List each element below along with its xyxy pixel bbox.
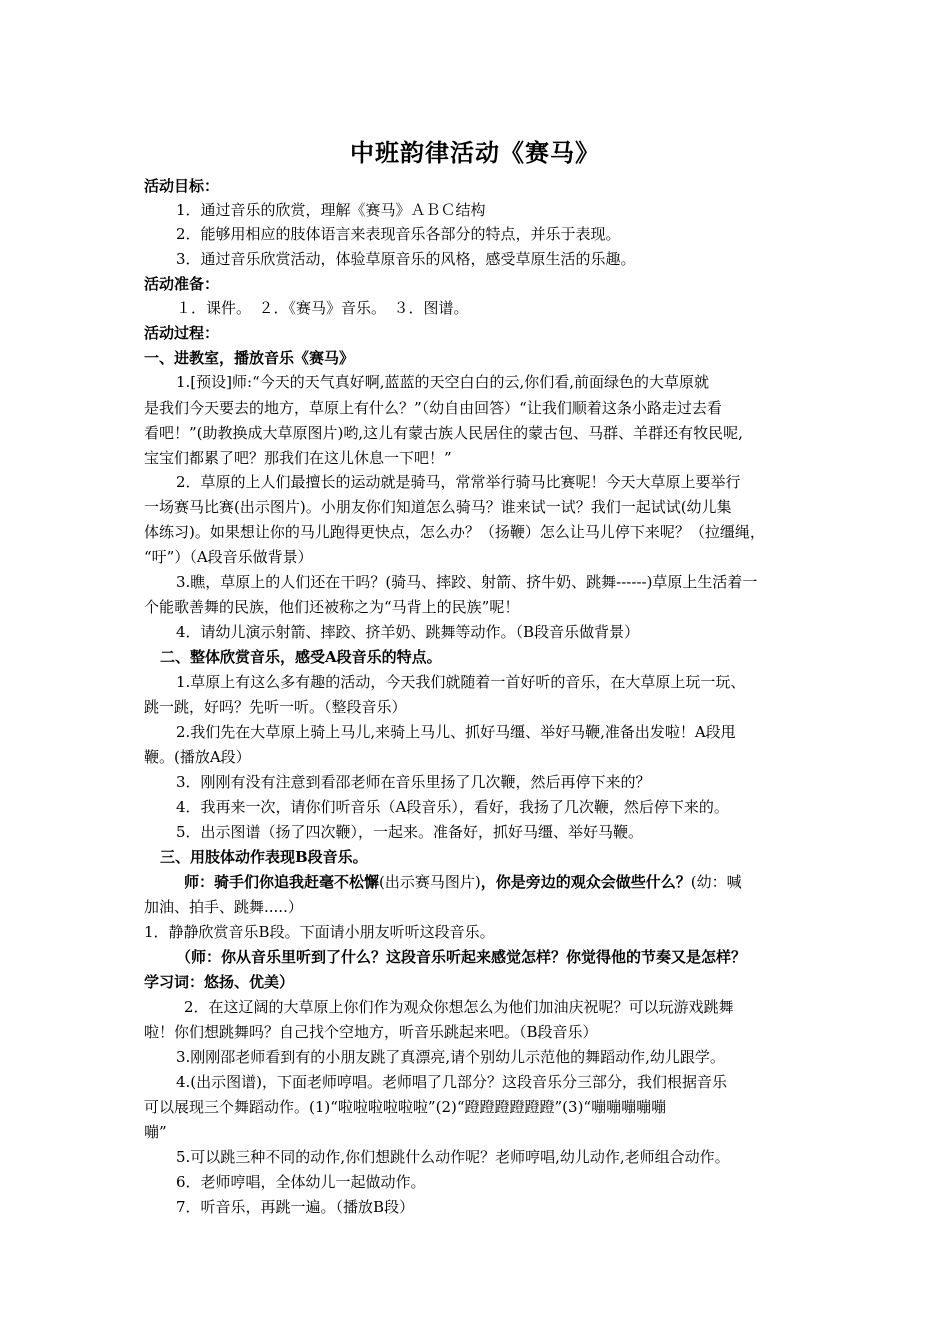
goal-item: 2．能够用相应的肢体语言来表现音乐各部分的特点，并乐于表现。 (176, 225, 621, 243)
paragraph-line-bold: （师：你从音乐里听到了什么？这段音乐听起来感觉怎样？你觉得他的节奏又是怎样？ (176, 948, 747, 966)
question-normal-text: (幼：喊 (690, 873, 742, 891)
paragraph-line: 1．静静欣赏音乐B段。下面请小朋友听听这段音乐。 (144, 923, 495, 941)
paragraph-line: 跳一跳，好吗？先听一听。（整段音乐） (144, 698, 407, 716)
paragraph-line: 6．老师哼唱，全体幼儿一起做动作。 (176, 1173, 426, 1191)
paragraph-line: 3.刚刚邵老师看到有的小朋友跳了真漂亮,请个别幼儿示范他的舞蹈动作,幼儿跟学。 (176, 1048, 725, 1066)
section-3-heading: 三、用肢体动作表现B段音乐。 (160, 848, 368, 866)
paragraph-line: 3.瞧，草原上的人们还在干吗？(骑马、摔跤、射箭、挤牛奶、跳舞------)草原上生活着一 (176, 573, 758, 591)
paragraph-line: 是我们今天要去的地方，草原上有什么？”（幼自由回答）“让我们顺着这条小路走过去看 (144, 399, 722, 417)
section-1-heading: 一、进教室，播放音乐《赛马》 (144, 349, 355, 367)
paragraph-line: 2．草原的上人们最擅长的运动就是骑马，常常举行骑马比赛呢！今天大草原上要举行 (176, 473, 741, 491)
teacher-question-line (184, 872, 742, 892)
paragraph-line: 宝宝们都累了吧？那我们在这儿休息一下吧！” (144, 449, 452, 467)
question-bold-text: 师：骑手们你追我赶毫不松懈 (184, 873, 380, 891)
paragraph-line: 加油、拍手、跳舞.....） (144, 898, 303, 916)
prep-heading: 活动准备： (144, 275, 220, 293)
paragraph-line: 2．在这辽阔的大草原上你们作为观众你想怎么为他们加油庆祝呢？可以玩游戏跳舞 (184, 998, 734, 1016)
paragraph-line: 1.[预设]师:“今天的天气真好啊,蓝蓝的天空白白的云,你们看,前面绿色的大草原就 (176, 373, 710, 391)
paragraph-line-bold: 学习词：悠扬、优美） (144, 973, 295, 991)
paragraph-line: 5．出示图谱（扬了四次鞭），一起来。准备好，抓好马缰、举好马鞭。 (176, 823, 644, 841)
goal-item: 1．通过音乐的欣赏，理解《赛马》ＡＢＣ结构 (176, 201, 486, 219)
paragraph-line: 2.我们先在大草原上骑上马儿,来骑上马儿、抓好马缰、举好马鞭,准备出发啦！A段甩 (176, 723, 736, 741)
paragraph-line: 个能歌善舞的民族，他们还被称之为“马背上的民族”呢！ (144, 598, 520, 616)
paragraph-line: 4．请幼儿演示射箭、摔跤、挤羊奶、跳舞等动作。（B段音乐做背景） (176, 623, 640, 641)
paragraph-line: 啦！你们想跳舞吗？自己找个空地方，听音乐跳起来吧。（B段音乐） (144, 1023, 598, 1041)
question-normal-text: (出示赛马图片) (379, 873, 481, 891)
paragraph-line: 看吧！”(助教换成大草原图片)哟,这儿有蒙古族人民居住的蒙古包、马群、羊群还有牧民呢, (144, 424, 743, 442)
question-bold-text: ，你是旁边的观众会做些什么？ (480, 873, 691, 891)
paragraph-line: 体练习)。如果想让你的马儿跑得更快点，怎么办？（扬鞭）怎么让马儿停下来呢？（拉缰绳， (144, 523, 765, 541)
paragraph-line: 4.(出示图谱)，下面老师哼唱。老师唱了几部分？这段音乐分三部分，我们根据音乐 (176, 1073, 728, 1091)
paragraph-line: 1.草原上有这么多有趣的活动，今天我们就随着一首好听的音乐，在大草原上玩一玩、 (176, 673, 746, 691)
paragraph-line: 可以展现三个舞蹈动作。(1)“啦啦啦啦啦啦”(2)“蹬蹬蹬蹬蹬蹬”(3)“嘣嘣嘣嘣嘣 (144, 1098, 667, 1116)
paragraph-line: 7．听音乐，再跳一遍。（播放B段） (176, 1198, 415, 1216)
process-heading: 活动过程： (144, 324, 220, 342)
goals-heading: 活动目标： (144, 177, 220, 195)
document-title: 中班韵律活动《赛马》 (350, 138, 600, 167)
section-2-heading: 二、整体欣赏音乐，感受A段音乐的特点。 (160, 648, 442, 666)
paragraph-line: 一场赛马比赛(出示图片)。小朋友你们知道怎么骑马？谁来试一试？我们一起试试(幼儿集 (144, 498, 732, 516)
paragraph-line: “吁”）（A段音乐做背景） (144, 548, 313, 566)
prep-items: １．课件。 ２．《赛马》音乐。 ３．图谱。 (176, 299, 469, 317)
paragraph-line: 4．我再来一次，请你们听音乐（A段音乐），看好，我扬了几次鞭，然后停下来的。 (176, 798, 729, 816)
goal-item: 3．通过音乐欣赏活动，体验草原音乐的风格，感受草原生活的乐趣。 (176, 250, 636, 268)
paragraph-line: 5.可以跳三种不同的动作,你们想跳什么动作呢？老师哼唱,幼儿动作,老师组合动作。 (176, 1148, 730, 1166)
paragraph-line: 鞭。(播放A段） (144, 748, 251, 766)
paragraph-line: 3．刚刚有没有注意到看邵老师在音乐里扬了几次鞭，然后再停下来的？ (176, 773, 651, 791)
paragraph-line: 嘣” (144, 1123, 167, 1141)
